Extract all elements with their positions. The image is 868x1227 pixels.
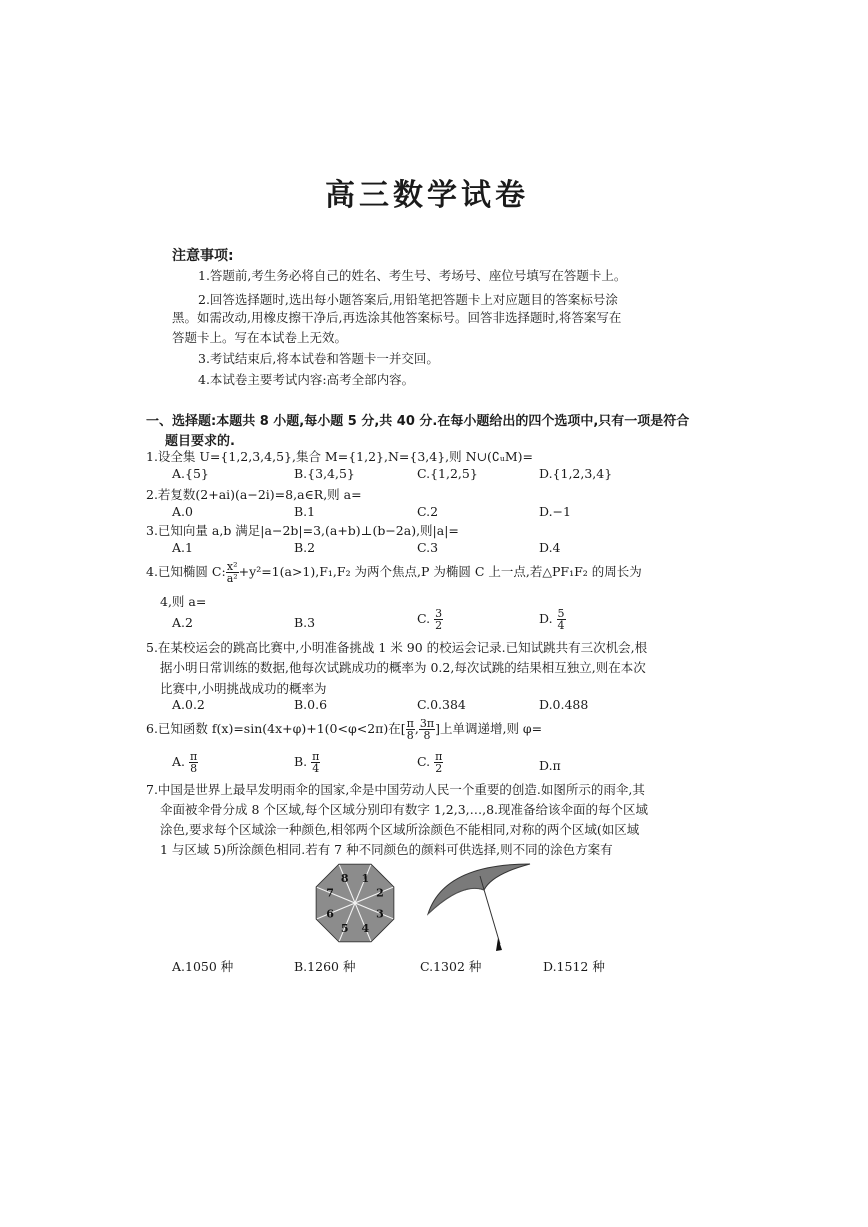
umbrella-shaft bbox=[480, 876, 500, 944]
umbrella-region-label: 2 bbox=[376, 886, 384, 900]
q2-option-c: C.2 bbox=[417, 504, 439, 519]
q7-option-a: A.1050 种 bbox=[172, 959, 234, 974]
umbrella-octagon bbox=[316, 864, 394, 942]
notice-heading: 注意事项: bbox=[172, 248, 234, 264]
q6-stem-part-a: 6.已知函数 f(x)=sin(4x+φ)+1(0<φ<2π)在[ bbox=[146, 721, 406, 736]
q4-ellipse-fraction bbox=[226, 561, 239, 584]
q4-option-c bbox=[417, 608, 443, 631]
umbrella-side-view-figure bbox=[422, 856, 538, 954]
q4-option-d-label: D. bbox=[539, 611, 553, 626]
q6-option-a-fraction bbox=[189, 751, 198, 774]
frac-den: 8 bbox=[406, 729, 414, 742]
q6-option-a bbox=[172, 751, 198, 774]
frac-den: 2 bbox=[435, 762, 443, 775]
question-7-line-3: 涂色,要求每个区域涂一种颜色,相邻两个区域所涂颜色不能相同,对称的两个区域(如区域 bbox=[160, 822, 640, 837]
question-6-stem bbox=[146, 718, 542, 741]
q5-option-b: B.0.6 bbox=[294, 697, 328, 712]
q4-stem-part-a: 4.已知椭圆 C: bbox=[146, 564, 226, 579]
frac-num: π bbox=[435, 750, 443, 763]
q1-option-c: C.{1,2,5} bbox=[417, 466, 478, 481]
frac-den: 8 bbox=[190, 762, 198, 775]
question-4-stem-cont: 4,则 a= bbox=[160, 594, 207, 609]
section-heading: 一、选择题:本题共 8 小题,每小题 5 分,共 40 分.在每小题给出的四个选项中,只有一项是符合 bbox=[146, 414, 690, 429]
q6-option-c-fraction bbox=[434, 751, 443, 774]
question-4-stem bbox=[146, 561, 642, 584]
notice-line-5: 3.考试结束后,将本试卷和答题卡一并交回。 bbox=[198, 351, 439, 366]
frac-num: π bbox=[312, 750, 320, 763]
question-7-line-4: 1 与区域 5)所涂颜色相同.若有 7 种不同颜色的颜料可供选择,则不同的涂色方案有 bbox=[160, 842, 613, 857]
notice-line-6: 4.本试卷主要考试内容:高考全部内容。 bbox=[198, 372, 415, 387]
section-heading-cont: 题目要求的. bbox=[165, 434, 235, 449]
frac-num: π bbox=[190, 750, 198, 763]
q3-option-a: A.1 bbox=[172, 540, 193, 555]
frac-num: 5 bbox=[557, 607, 565, 620]
q6-interval-end bbox=[419, 718, 435, 741]
q6-option-b-label: B. bbox=[294, 754, 308, 769]
question-7-line-1: 7.中国是世界上最早发明雨伞的国家,伞是中国劳动人民一个重要的创造.如图所示的雨伞,其 bbox=[146, 782, 645, 797]
question-5-line-3: 比赛中,小明挑战成功的概率为 bbox=[160, 681, 327, 696]
q6-interval-start bbox=[406, 718, 415, 741]
notice-line-1: 1.答题前,考生务必将自己的姓名、考生号、考场号、座位号填写在答题卡上。 bbox=[198, 268, 627, 283]
q4-option-d-fraction bbox=[557, 608, 566, 631]
umbrella-region-label: 7 bbox=[326, 886, 334, 900]
frac-den: 2 bbox=[435, 619, 443, 632]
question-5-line-2: 据小明日常训练的数据,他每次试跳成功的概率为 0.2,每次试跳的结果相互独立,则在本次 bbox=[160, 660, 646, 675]
q4-option-a: A.2 bbox=[172, 615, 193, 630]
notice-line-4: 答题卡上。写在本试卷上无效。 bbox=[172, 330, 348, 345]
q4-option-c-label: C. bbox=[417, 611, 431, 626]
q4-option-b: B.3 bbox=[294, 615, 316, 630]
q5-option-d: D.0.488 bbox=[539, 697, 589, 712]
q6-option-a-label: A. bbox=[172, 754, 186, 769]
q5-option-c: C.0.384 bbox=[417, 697, 466, 712]
q3-option-c: C.3 bbox=[417, 540, 439, 555]
q4-stem-part-b: +y²=1(a>1),F₁,F₂ 为两个焦点,P 为椭圆 C 上一点,若△PF₁F₂ 的周长为 bbox=[238, 564, 642, 579]
umbrella-region-label: 1 bbox=[361, 872, 370, 886]
q7-option-c: C.1302 种 bbox=[420, 959, 482, 974]
q2-option-b: B.1 bbox=[294, 504, 316, 519]
q4-option-c-fraction bbox=[434, 608, 443, 631]
q7-option-b: B.1260 种 bbox=[294, 959, 356, 974]
umbrella-region-label: 4 bbox=[361, 921, 370, 935]
frac-den: 4 bbox=[312, 762, 320, 775]
notice-line-3: 黑。如需改动,用橡皮擦干净后,再选涂其他答案标号。回答非选择题时,将答案写在 bbox=[172, 310, 622, 325]
umbrella-region-label: 5 bbox=[340, 921, 349, 935]
umbrella-top-view-figure bbox=[300, 858, 410, 948]
umbrella-region-label: 3 bbox=[376, 907, 384, 921]
q4-frac-den: a² bbox=[226, 572, 238, 585]
umbrella-region-label: 8 bbox=[340, 872, 349, 886]
q6-stem-part-c: ]上单调递增,则 φ= bbox=[435, 721, 543, 736]
question-3-stem: 3.已知向量 a,b 满足|a−2b|=3,(a+b)⊥(b−2a),则|a|= bbox=[146, 523, 459, 538]
q6-option-d: D.π bbox=[539, 758, 561, 773]
frac-num: 3 bbox=[435, 607, 443, 620]
question-7-line-2: 伞面被伞骨分成 8 个区域,每个区域分别印有数字 1,2,3,…,8.现准备给该伞面的每个区域 bbox=[160, 802, 649, 817]
q6-option-b-fraction bbox=[311, 751, 320, 774]
frac-den: 8 bbox=[423, 729, 431, 742]
q4-option-d bbox=[539, 608, 566, 631]
q3-option-b: B.2 bbox=[294, 540, 316, 555]
q7-option-d: D.1512 种 bbox=[543, 959, 605, 974]
q1-option-a: A.{5} bbox=[172, 466, 209, 481]
q6-option-c bbox=[417, 751, 443, 774]
frac-num: 3π bbox=[419, 717, 435, 730]
frac-den: 4 bbox=[557, 619, 565, 632]
q6-stem-comma: , bbox=[414, 721, 419, 736]
question-5-line-1: 5.在某校运会的跳高比赛中,小明准备挑战 1 米 90 的校运会记录.已知试跳共有三次机会,根 bbox=[146, 640, 648, 655]
q5-option-a: A.0.2 bbox=[172, 697, 205, 712]
question-1-stem: 1.设全集 U={1,2,3,4,5},集合 M={1,2},N={3,4},则 N∪(∁ᵤM)= bbox=[146, 449, 533, 464]
q3-option-d: D.4 bbox=[539, 540, 561, 555]
q2-option-a: A.0 bbox=[172, 504, 193, 519]
q2-option-d: D.−1 bbox=[539, 504, 571, 519]
umbrella-region-label: 6 bbox=[326, 907, 334, 921]
q1-option-d: D.{1,2,3,4} bbox=[539, 466, 613, 481]
q1-option-b: B.{3,4,5} bbox=[294, 466, 355, 481]
page-title: 高三数学试卷 bbox=[325, 178, 529, 213]
question-2-stem: 2.若复数(2+ai)(a−2i)=8,a∈R,则 a= bbox=[146, 487, 362, 502]
notice-line-2: 2.回答选择题时,选出每小题答案后,用铅笔把答题卡上对应题目的答案标号涂 bbox=[198, 292, 618, 307]
frac-num: π bbox=[406, 717, 414, 730]
q4-frac-num: x² bbox=[226, 560, 238, 573]
q6-option-c-label: C. bbox=[417, 754, 431, 769]
q6-option-b bbox=[294, 751, 320, 774]
